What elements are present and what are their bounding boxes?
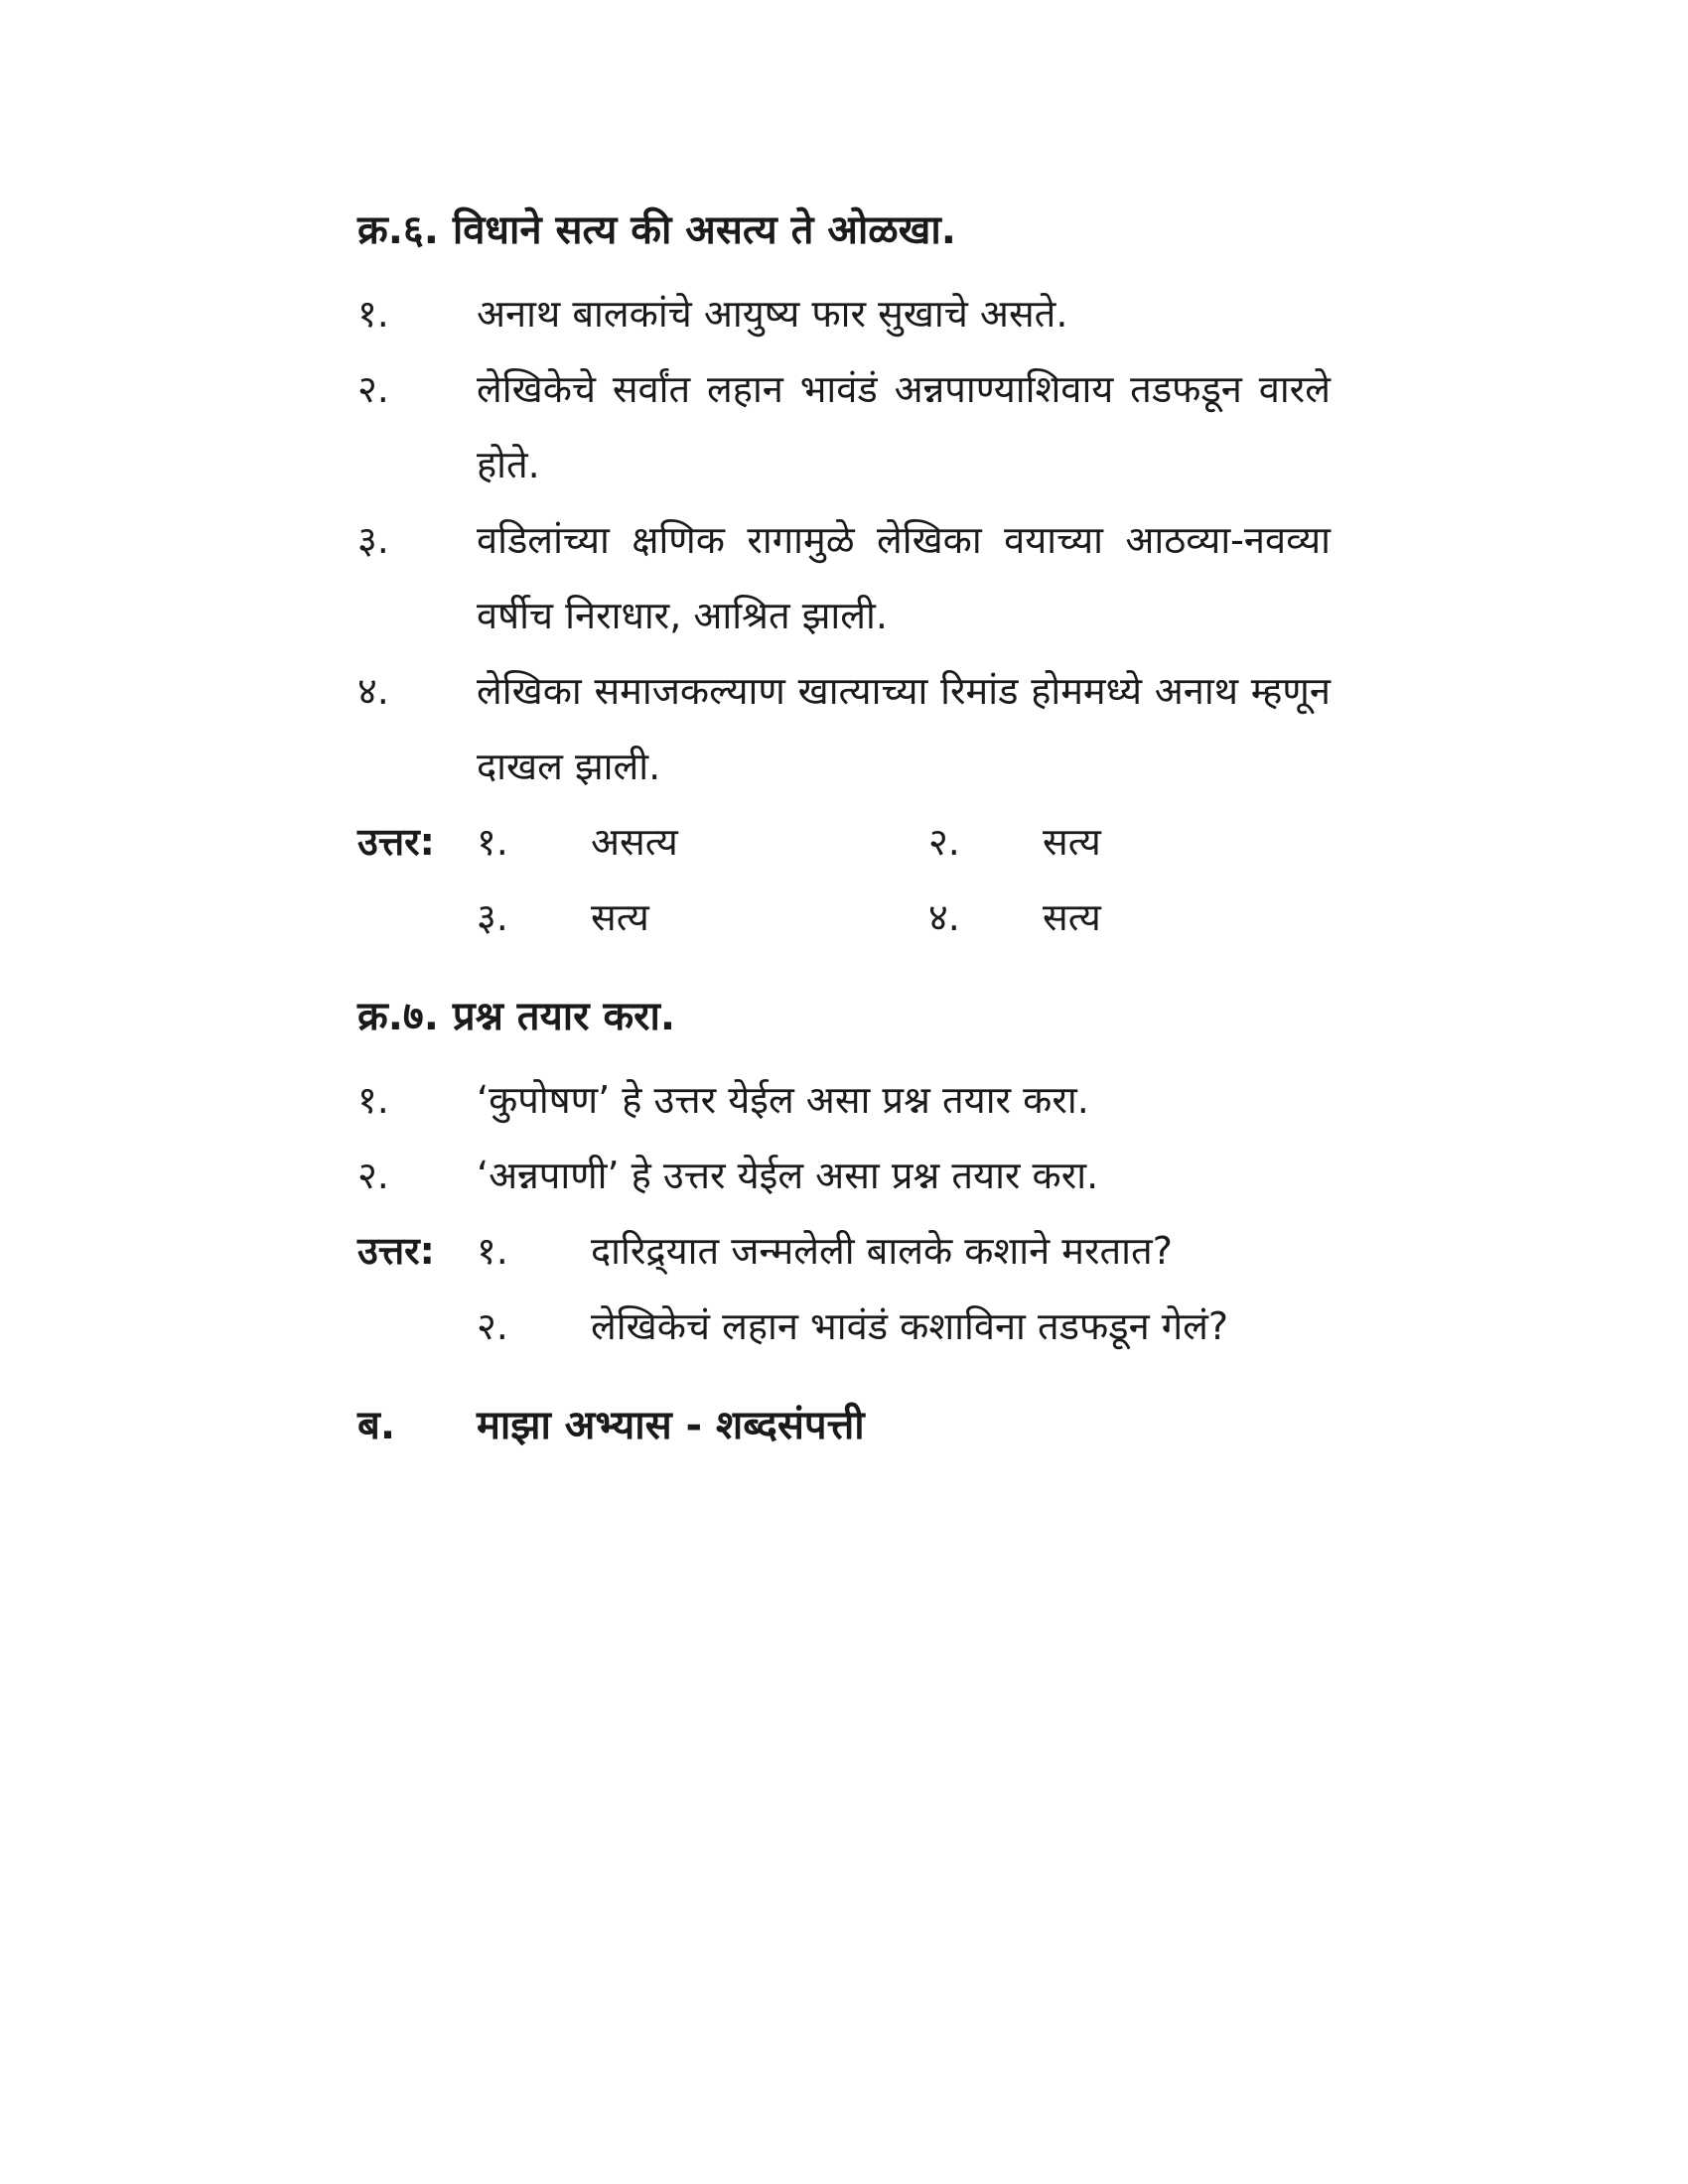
q6-answer-2-value: सत्य — [1043, 820, 1101, 864]
section-b-title: माझा अभ्यास - शब्दसंपत्ती — [477, 1403, 865, 1448]
q7-answer-1-number: १. — [477, 1229, 508, 1273]
q7-item-1-text: ‘कुपोषण’ हे उत्तर येईल असा प्रश्न तयार करा. — [477, 1078, 1089, 1122]
q6-item-3-number: ३. — [357, 518, 389, 562]
q6-item-4-text: लेखिका समाजकल्याण खात्याच्या रिमांड होममध्ये अनाथ म्हणून दाखल झाली. — [477, 669, 1331, 788]
q7-answer-row-2 — [357, 1289, 1331, 1364]
q6-answer-row-2 — [357, 880, 1331, 955]
section-b-heading — [357, 1394, 1331, 1457]
q7-answer-2-text: लेखिकेचं लहान भावंडं कशाविना तडफडून गेलं? — [591, 1304, 1229, 1348]
q7-item-2-number: २. — [357, 1154, 389, 1197]
q7-answer-row-1 — [357, 1213, 1331, 1289]
q6-heading: क्र.६. विधाने सत्य की असत्य ते ओळखा. — [357, 207, 956, 253]
q6-item-2 — [357, 351, 1331, 502]
q7-answer-2-number: २. — [477, 1304, 508, 1348]
q6-answer-1-number: १. — [477, 820, 508, 864]
q6-item-2-number: २. — [357, 367, 389, 411]
q6-answer-label: उत्तर: — [357, 820, 435, 864]
q7-answer-1-text: दारिद्र्यात जन्मलेली बालके कशाने मरतात? — [591, 1229, 1173, 1273]
q6-answer-3-value: सत्य — [591, 895, 649, 939]
q6-item-3 — [357, 502, 1331, 653]
q6-item-1-text: अनाथ बालकांचे आयुष्य फार सुखाचे असते. — [477, 292, 1068, 336]
q6-item-2-text: लेखिकेचे सर्वांत लहान भावंडं अन्नपाण्याशिवाय तडफडून वारले होते. — [477, 367, 1331, 486]
q6-answer-1-value: असत्य — [591, 820, 678, 864]
q6-item-3-text: वडिलांच्या क्षणिक रागामुळे लेखिका वयाच्या आठव्या-नवव्या वर्षीच निराधार, आश्रित झाली. — [477, 518, 1331, 637]
q7-answer-label: उत्तर: — [357, 1229, 435, 1273]
section-b-number: ब. — [357, 1403, 396, 1448]
q6-item-4-number: ४. — [357, 669, 389, 713]
q7-heading: क्र.७. प्रश्न तयार करा. — [357, 994, 676, 1039]
q7-item-1-number: १. — [357, 1078, 389, 1122]
q6-answer-row-1 — [357, 804, 1331, 880]
q6-item-4 — [357, 653, 1331, 804]
q6-answer-4-value: सत्य — [1043, 895, 1101, 939]
q7-item-1 — [357, 1062, 1331, 1138]
q6-item-1-number: १. — [357, 292, 389, 336]
q7-item-2-text: ‘अन्नपाणी’ हे उत्तर येईल असा प्रश्न तयार करा. — [477, 1154, 1099, 1197]
q6-answer-2-number: २. — [928, 820, 960, 864]
document-page — [357, 199, 1331, 1457]
q7-item-2 — [357, 1138, 1331, 1213]
q6-answer-4-number: ४. — [928, 895, 960, 939]
q6-item-1 — [357, 276, 1331, 351]
q6-answer-3-number: ३. — [477, 895, 508, 939]
